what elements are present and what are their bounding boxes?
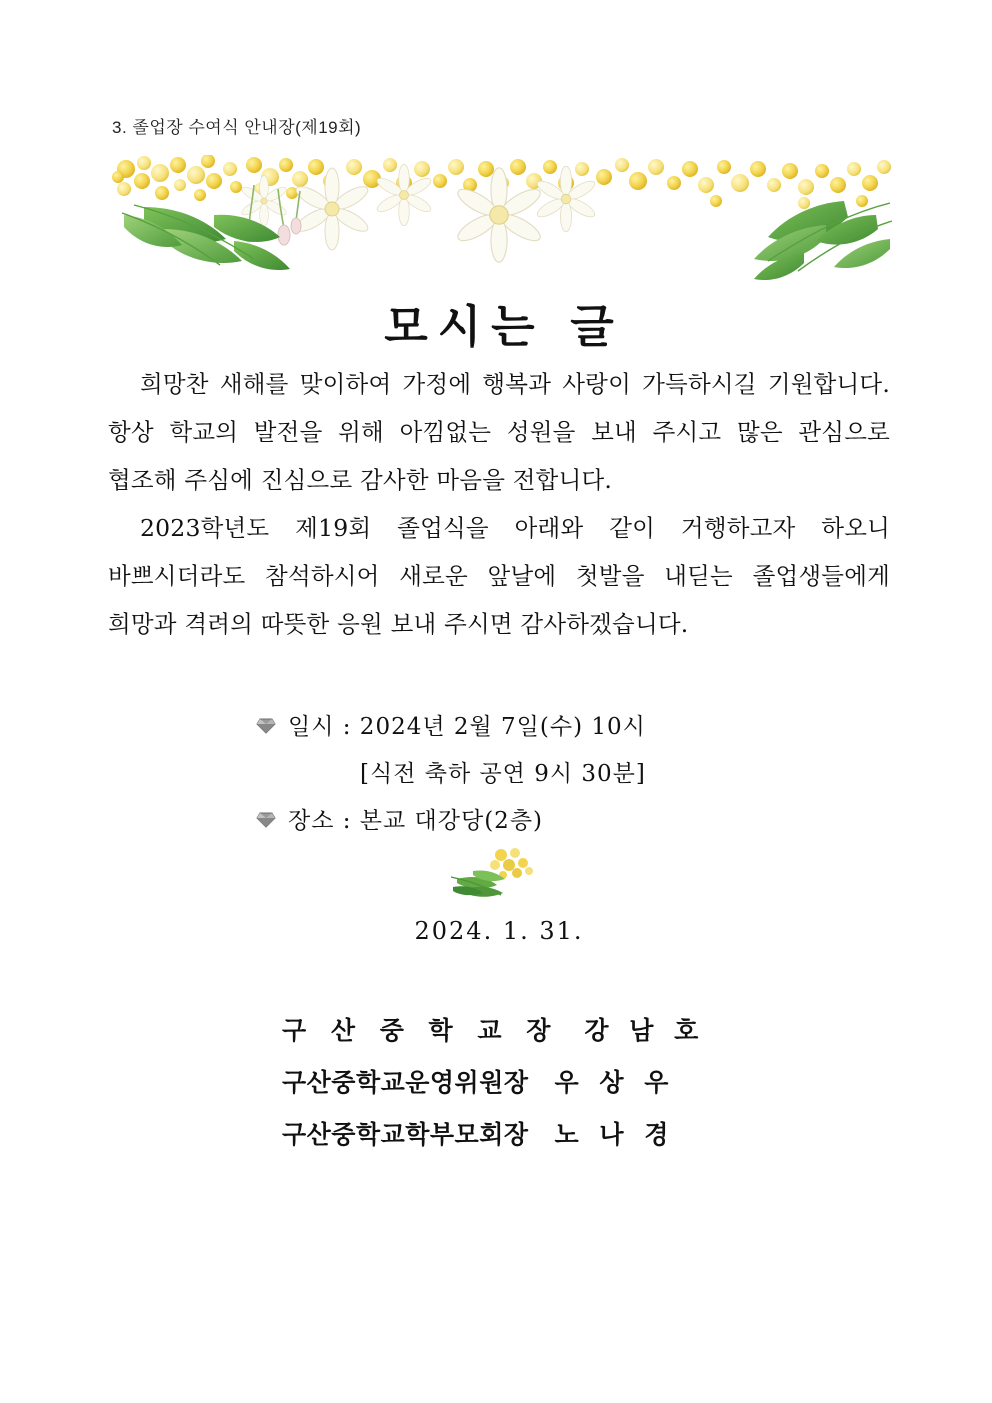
mimosa-sprig-icon (104, 845, 894, 906)
body-paragraph-1: 희망찬 새해를 맞이하여 가정에 행복과 사랑이 가득하시길 기원합니다. 항상 학교의 발전을 위해 아낌없는 성원을 보내 주시고 많은 관심으로 협조해 주심에 진심으로 감사한 마음을 전합니다. (108, 370, 890, 494)
invitation-card (104, 155, 894, 1215)
detail-datetime-text: 일시 : 2024년 2월 7일(수) 10시 (288, 713, 646, 740)
detail-pre-event (104, 748, 894, 794)
signature-block (104, 1003, 894, 1159)
signature-row (104, 1055, 894, 1107)
mimosa-floral-banner (104, 155, 894, 290)
signature-row (104, 1107, 894, 1159)
event-details (104, 700, 894, 842)
invitation-title: 모시는 글 (384, 300, 624, 353)
signature-row (104, 1003, 894, 1055)
signature-name: 우 상 우 (554, 1068, 675, 1097)
detail-datetime (104, 700, 894, 748)
detail-place (104, 794, 894, 842)
invitation-body (108, 360, 890, 648)
signature-title: 구산중학교운영위원장 (282, 1068, 529, 1097)
signature-name: 노 나 경 (554, 1120, 675, 1149)
page-title: 3. 졸업장 수여식 안내장(제19회) (112, 118, 362, 137)
invitation-date: 2024. 1. 31. (414, 917, 584, 945)
signature-title: 구산중학교학부모회장 (282, 1120, 529, 1149)
gem-bullet-icon (256, 715, 276, 733)
body-paragraph-2: 2023학년도 제19회 졸업식을 아래와 같이 거행하고자 하오니 바쁘시더라도 참석하시어 새로운 앞날에 첫발을 내딛는 졸업생들에게 희망과 격려의 따뜻한 응원 보내 주시면 감사하겠습니다. (108, 514, 890, 638)
detail-place-text: 장소 : 본교 대강당(2층) (288, 807, 544, 834)
signature-title: 구 산 중 학 교 장 (282, 1016, 559, 1045)
gem-bullet-icon (256, 809, 276, 827)
signature-name: 강 남 호 (584, 1016, 705, 1045)
detail-pre-event-text: [식전 축하 공연 9시 30분] (360, 760, 646, 787)
